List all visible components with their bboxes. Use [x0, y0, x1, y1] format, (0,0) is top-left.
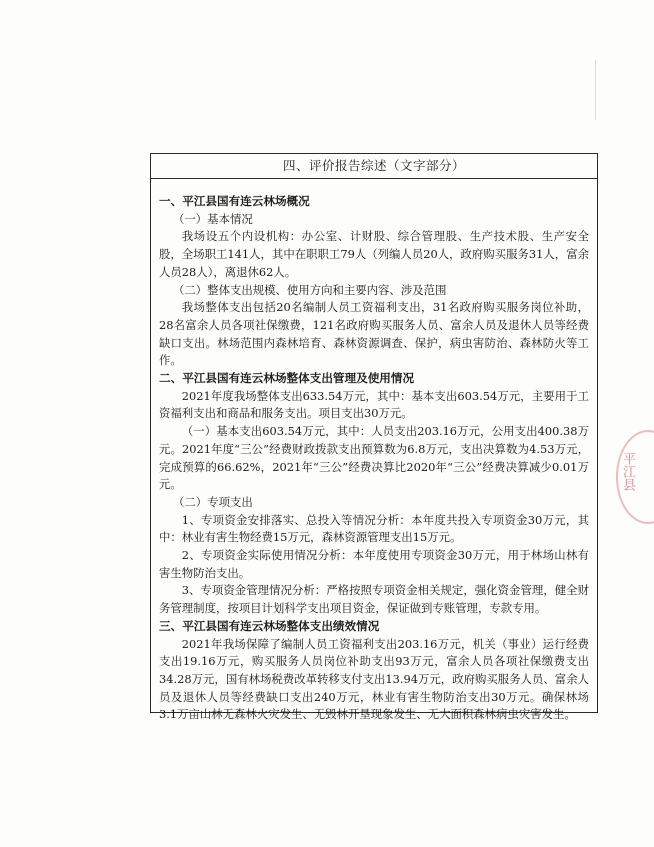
- page-edge-line: [595, 60, 596, 120]
- section-heading: 三、平江县国有连云林场整体支出绩效情况: [159, 618, 380, 633]
- body-paragraph: （一）基本支出603.54万元，其中：人员支出203.16万元，公用支出400.38万元。2021年度“三公”经费财政拨款支出预算数为6.8万元，支出决算数为4.53万元，完成预算的66.62%，2021年“三公”经费决算比2020年“三公”经费决算减少0.01万元。: [159, 424, 589, 492]
- body-paragraph: 我场整体支出包括20名编制人员工资福利支出，31名政府购买服务岗位补助，28名富余人员各项社保缴费，121名政府购买服务人员、富余人员及退休人员等经费缺口支出。林场范围内森林培育、森林资源调查、保护，病虫害防治、森林防火等工作。: [159, 300, 589, 368]
- report-content: [151, 179, 597, 724]
- body-paragraph: 1、专项资金安排落实、总投入等情况分析：本年度共投入专项资金30万元，其中：林业有害生物经费15万元，森林资源管理支出15万元。: [159, 512, 589, 545]
- body-paragraph: 2、专项资金实际使用情况分析：本年度使用专项资金30万元，用于林场山林有害生物防治支出。: [159, 548, 589, 580]
- section-heading: 一、平江县国有连云林场概况: [159, 194, 310, 208]
- box-title: 四、评价报告综述（文字部分）: [151, 154, 597, 179]
- report-box: [150, 153, 598, 722]
- subsection-heading: （一）基本情况: [173, 211, 253, 226]
- body-paragraph: 2021年我场保障了编制人员工资福利支出203.16万元，机关（事业）运行经费支出19.16万元，购买服务人员岗位补助支出93万元，富余人员各项社保缴费支出34.28万元，国有林场税费改革转移支付支出13.94万元，政府购买服务人员、富余人员及退休人员等经费缺口支出240万元，林业有害生物防治支出30万元。确保林场3.1万亩山林无森林火灾发生、无毁林开垦现象发生、无大面积森林病虫灾害发生。: [159, 636, 589, 722]
- subsection-heading: （二）整体支出规模、使用方向和主要内容、涉及范围: [173, 282, 447, 297]
- body-paragraph: 3、专项资金管理情况分析：严格按照专项资金相关规定，强化资金管理，健全财务管理制度，按项目计划科学支出项目资金，保证做到专账管理，专款专用。: [159, 583, 589, 616]
- stamp-text: 平江县: [620, 452, 635, 491]
- body-paragraph: 我场设五个内设机构：办公室、计财股、综合管理股、生产技术股、生产安全股，全场职工141人，其中在职职工79人（列编人员20人，政府购买服务31人，富余人员28人），离退休62人。: [159, 229, 589, 279]
- body-paragraph: 2021年度我场整体支出633.54万元，其中：基本支出603.54万元，主要用于工资福利支出和商品和服务支出。项目支出30万元。: [159, 388, 589, 421]
- section-heading: 二、平江县国有连云林场整体支出管理及使用情况: [159, 371, 415, 386]
- subsection-heading: （二）专项支出: [173, 494, 253, 509]
